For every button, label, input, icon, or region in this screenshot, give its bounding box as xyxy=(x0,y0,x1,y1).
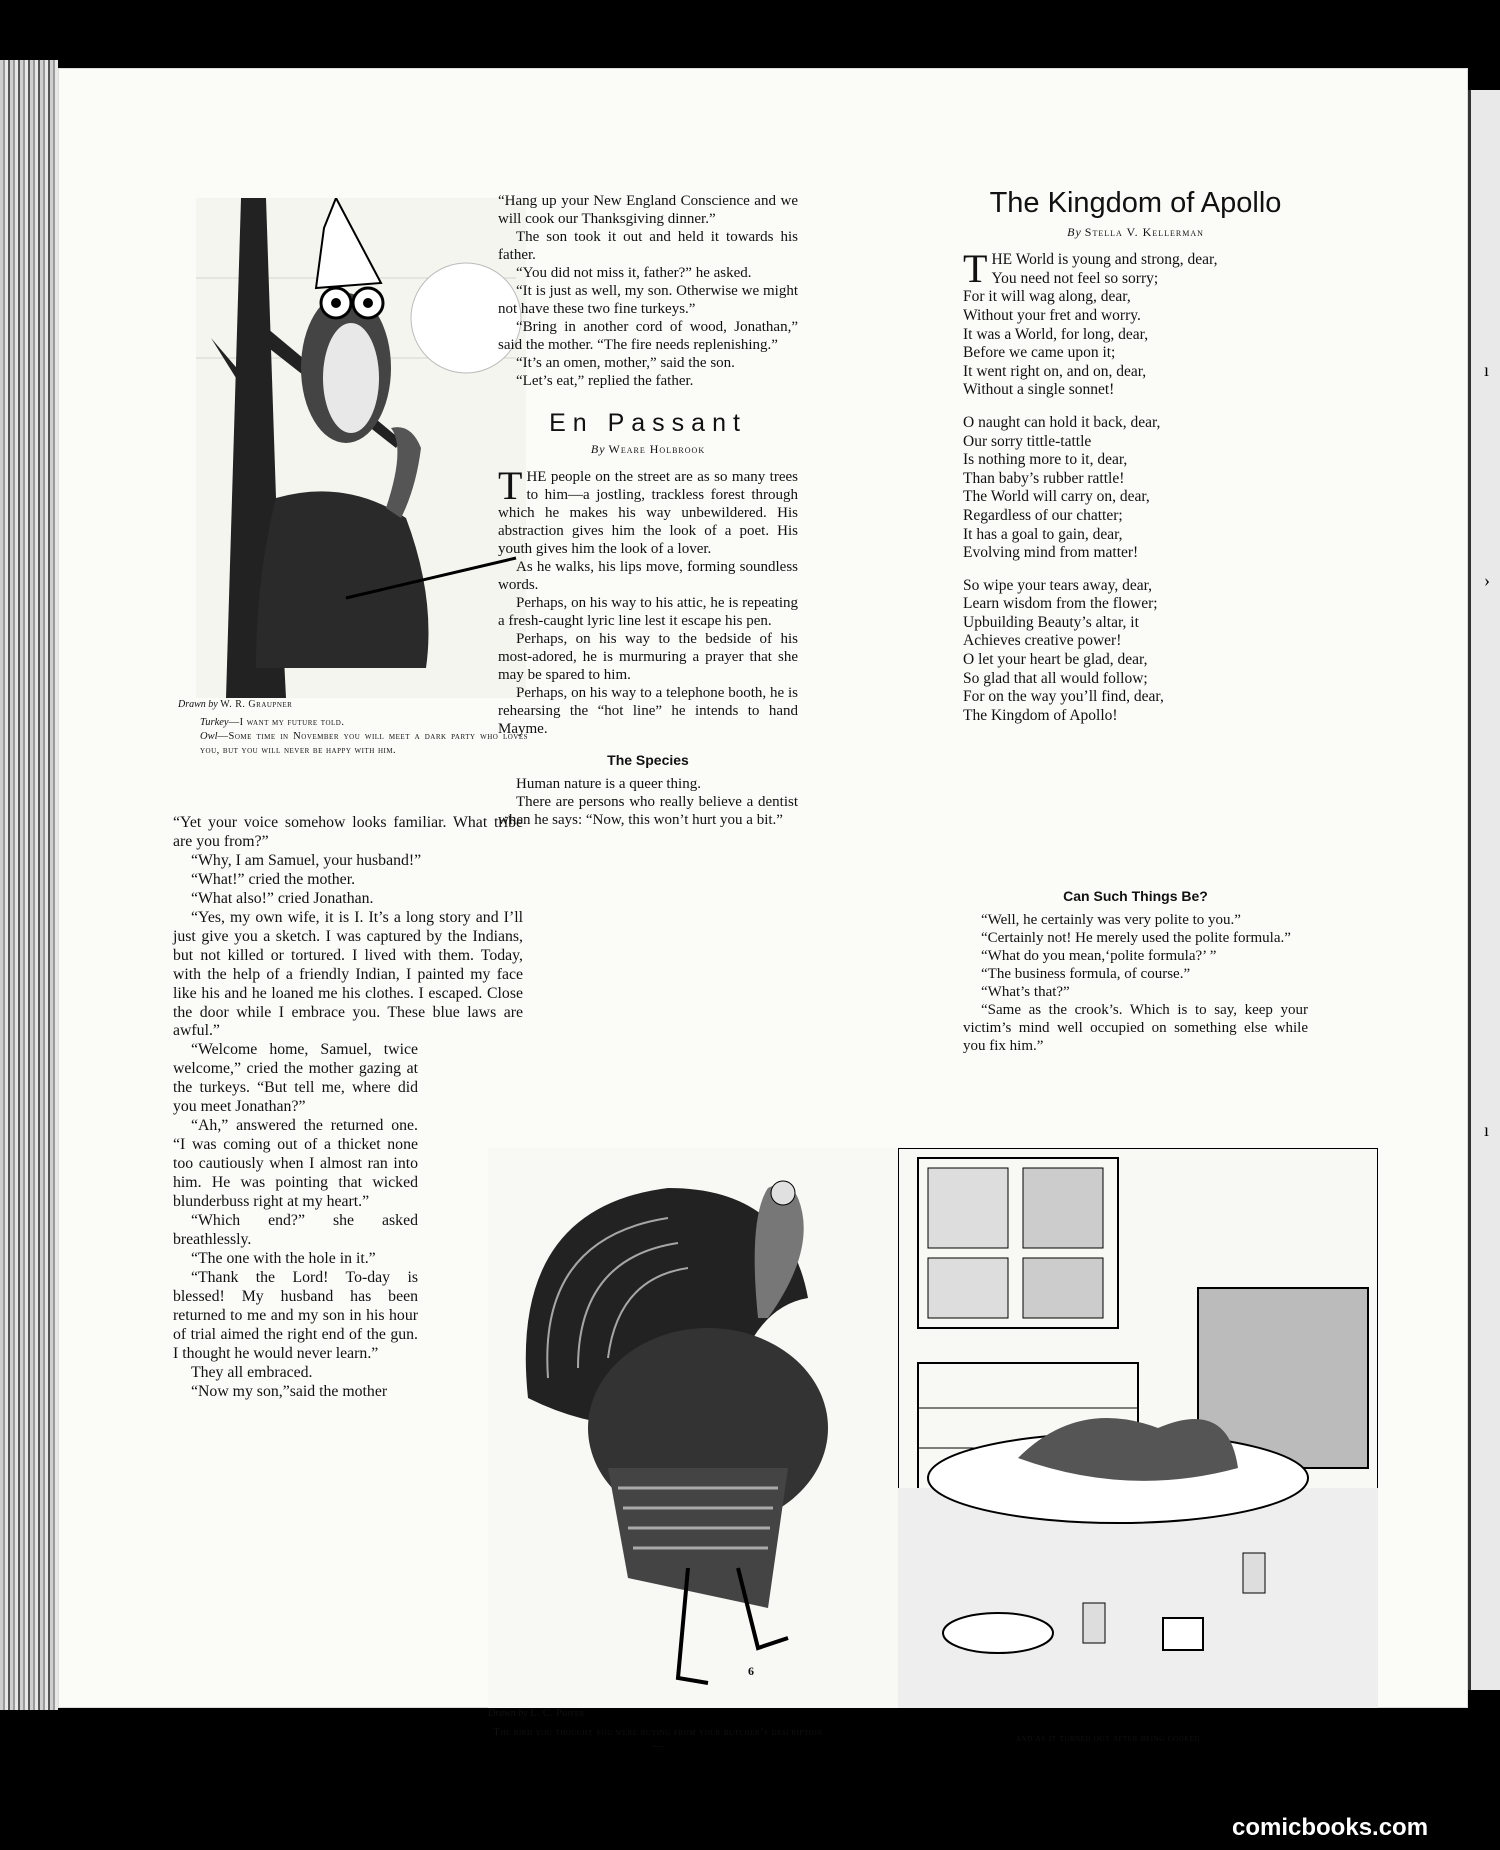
story-paragraph: “Welcome home, Samuel, twice welcome,” cried the mother gazing at the turkeys. “But tell me, where did you meet Jonathan?” xyxy=(173,1041,418,1116)
byline-author: Weare Holbrook xyxy=(608,442,706,456)
owl-credit-name: W. R. Graupner xyxy=(220,699,293,710)
poem-line: Our sorry tittle-tattle xyxy=(963,432,1092,450)
dropcap: T xyxy=(963,246,988,292)
en-passant-paragraph: As he walks, his lips move, forming soundless words. xyxy=(498,559,798,594)
binding-edge xyxy=(0,60,58,1710)
such-things-paragraph: “Certainly not! He merely used the polite formula.” xyxy=(981,929,1291,946)
caption-turkey-line: —I want my future told. xyxy=(228,716,345,728)
poem-stanza-3 xyxy=(963,577,1308,726)
poem-stanza-2 xyxy=(963,414,1308,563)
poem-line: Is nothing more to it, dear, xyxy=(963,451,1128,469)
watermark: comicbooks.com xyxy=(1232,1814,1429,1841)
poem-line: Evolving mind from matter! xyxy=(963,544,1139,562)
poem-line: Than baby’s rubber rattle! xyxy=(963,469,1125,487)
story-column-1 xyxy=(173,814,523,1402)
caption-speaker-turkey: Turkey xyxy=(200,716,229,728)
such-things-paragraph: “Well, he certainly was very polite to you.” xyxy=(981,911,1241,928)
caption-speaker-owl: Owl xyxy=(200,730,218,742)
en-passant-title: En Passant xyxy=(549,409,747,437)
en-passant-paragraph: Perhaps, on his way to his attic, he is repeating a fresh-caught lyric line lest it escape his pen. xyxy=(498,595,798,630)
story-paragraph: “It is just as well, my son. Otherwise we might not have these two fine turkeys.” xyxy=(498,283,798,317)
story-paragraph: “Thank the Lord! To-day is blessed! My husband has been returned to me and my son in his hour of trial aimed the right end of the gun. I thought he would never learn.” xyxy=(173,1268,418,1362)
story-paragraph: “Hang up your New England Conscience and we will cook our Thanksgiving dinner.” xyxy=(498,193,798,227)
en-passant-paragraph: Perhaps, on his way to the bedside of his most-adored, he is murmuring a prayer that she may be spared to him. xyxy=(498,631,798,684)
story-paragraph: The son took it out and held it towards his father. xyxy=(498,229,798,263)
story-paragraph: “What!” cried the mother. xyxy=(191,870,356,888)
poem-line: So wipe your tears away, dear, xyxy=(963,576,1153,594)
poem-line: The Kingdom of Apollo! xyxy=(963,706,1118,724)
story-paragraph: They all embraced. xyxy=(191,1363,313,1381)
en-passant-first-paragraph xyxy=(498,463,798,558)
poem-line: Achieves creative power! xyxy=(963,632,1122,650)
story-paragraph: “Why, I am Samuel, your husband!” xyxy=(191,851,422,869)
magazine-page xyxy=(58,68,1468,1753)
apollo-byline xyxy=(963,225,1308,239)
byline-author: Stella V. Kellerman xyxy=(1084,224,1204,239)
poem-line: So glad that all would follow; xyxy=(963,669,1148,687)
adjacent-page-marks: ı › ı xyxy=(1484,360,1490,1140)
apollo-title: The Kingdom of Apollo xyxy=(989,187,1282,219)
poem-line: Regardless of our chatter; xyxy=(963,506,1123,524)
poem-line: You need not feel so sorry; xyxy=(991,269,1159,287)
paragraph-text: HE people on the street are as so many trees to him—a jostling, trackless forest through which he makes his way unbewildered. His abstraction gives him the look of a poet. His youth gives him the look of a lover. xyxy=(498,469,798,558)
poem-line: The World will carry on, dear, xyxy=(963,488,1150,506)
byline-prefix: By xyxy=(1067,224,1082,239)
turkey-credit-name: L. C. Phifer xyxy=(530,1708,585,1719)
byline-prefix: By xyxy=(590,442,606,456)
story-paragraph: “It’s an omen, mother,” said the son. xyxy=(516,355,735,371)
en-passant-byline xyxy=(498,442,798,456)
such-things-title: Can Such Things Be? xyxy=(1063,888,1208,904)
such-things-paragraph: “The business formula, of course.” xyxy=(981,965,1191,982)
poem-line: Without a single sonnet! xyxy=(963,381,1115,399)
owl-caption xyxy=(178,698,528,758)
story-paragraph: “Now my son,”said the mother xyxy=(191,1382,388,1400)
poem-line: Before we came upon it; xyxy=(963,344,1116,362)
turkey-credit-prefix: Drawn by xyxy=(488,1708,528,1719)
story-paragraph: “Yet your voice somehow looks familiar. What tribe are you from?” xyxy=(173,814,523,850)
owl-credit-prefix: Drawn by xyxy=(178,699,218,710)
poem-line: It was a World, for long, dear, xyxy=(963,325,1149,343)
poem-line: For it will wag along, dear, xyxy=(963,288,1131,306)
apollo-column xyxy=(963,186,1308,739)
poem-line: Without your fret and worry. xyxy=(963,306,1141,324)
species-paragraph: There are persons who really believe a dentist when he says: “Now, this won’t hurt you a bit.” xyxy=(498,794,798,829)
poem-line: It went right on, and on, dear, xyxy=(963,362,1147,380)
such-things-paragraph: “Same as the crook’s. Which is to say, keep your victim’s mind well occupied on something else while you fix him.” xyxy=(963,1001,1308,1054)
poem-line: Learn wisdom from the flower; xyxy=(963,595,1158,613)
story-paragraph: “Let’s eat,” replied the father. xyxy=(516,373,694,389)
poem-line: Upbuilding Beauty’s altar, it xyxy=(963,613,1139,631)
poem-line: O naught can hold it back, dear, xyxy=(963,413,1161,431)
turkey-caption-left: The bird you thought you were buying from your butcher’s description— xyxy=(493,1727,823,1753)
owl-illustration xyxy=(196,198,526,698)
turkey-caption-right: and as it turned out after being cooked xyxy=(1015,1733,1201,1744)
poem-line: It has a goal to gain, dear, xyxy=(963,525,1123,543)
story-paragraph: “What also!” cried Jonathan. xyxy=(191,889,374,907)
story-column-2 xyxy=(498,192,798,829)
caption-owl-line: —Some time in November you will meet a dark party who loves you, but you will never be happy with him. xyxy=(200,730,528,756)
live-turkey-illustration xyxy=(488,1148,958,1708)
dropcap: T xyxy=(498,463,523,509)
species-paragraph: Human nature is a queer thing. xyxy=(516,776,701,793)
cooked-turkey-illustration xyxy=(898,1148,1378,1708)
poem-line: O let your heart be glad, dear, xyxy=(963,651,1148,669)
story-paragraph: “The one with the hole in it.” xyxy=(191,1249,376,1267)
story-paragraph: “You did not miss it, father?” he asked. xyxy=(516,265,752,281)
en-passant-paragraph: Perhaps, on his way to a telephone booth, he is rehearsing the “hot line” he intends to hand Mayme. xyxy=(498,685,798,738)
poem-line: HE World is young and strong, dear, xyxy=(991,251,1218,269)
poem-line: For on the way you’ll find, dear, xyxy=(963,688,1164,706)
turkey-credit xyxy=(488,1708,585,1719)
story-paragraph: “Bring in another cord of wood, Jonathan,” said the mother. “The fire needs replenishing.” xyxy=(498,319,798,353)
such-things-paragraph: “What’s that?” xyxy=(981,983,1070,1000)
such-things-paragraph: “What do you mean,‘polite formula?’ ” xyxy=(981,947,1217,964)
poem-stanza-1 xyxy=(963,246,1308,400)
story-paragraph: “Yes, my own wife, it is I. It’s a long story and I’ll just give you a sketch. I was captured by the Indians, but not killed or tortured. I lived with them. Today, with the help of a friendly Indian, I painted my face like his and he loaned me his clothes. I escaped. Close the door while I embrace you. These blue laws are awful.” xyxy=(173,908,523,1040)
page-number: 6 xyxy=(748,1664,754,1678)
species-title: The Species xyxy=(607,752,689,769)
story-paragraph: “Ah,” answered the returned one. “I was coming out of a thicket none too cautiously when I almost ran into him. He was pointing that wicked blunderbuss right at my heart.” xyxy=(173,1117,418,1211)
story-paragraph: “Which end?” she asked breathlessly. xyxy=(173,1212,418,1248)
such-things-column xyxy=(963,888,1308,1055)
